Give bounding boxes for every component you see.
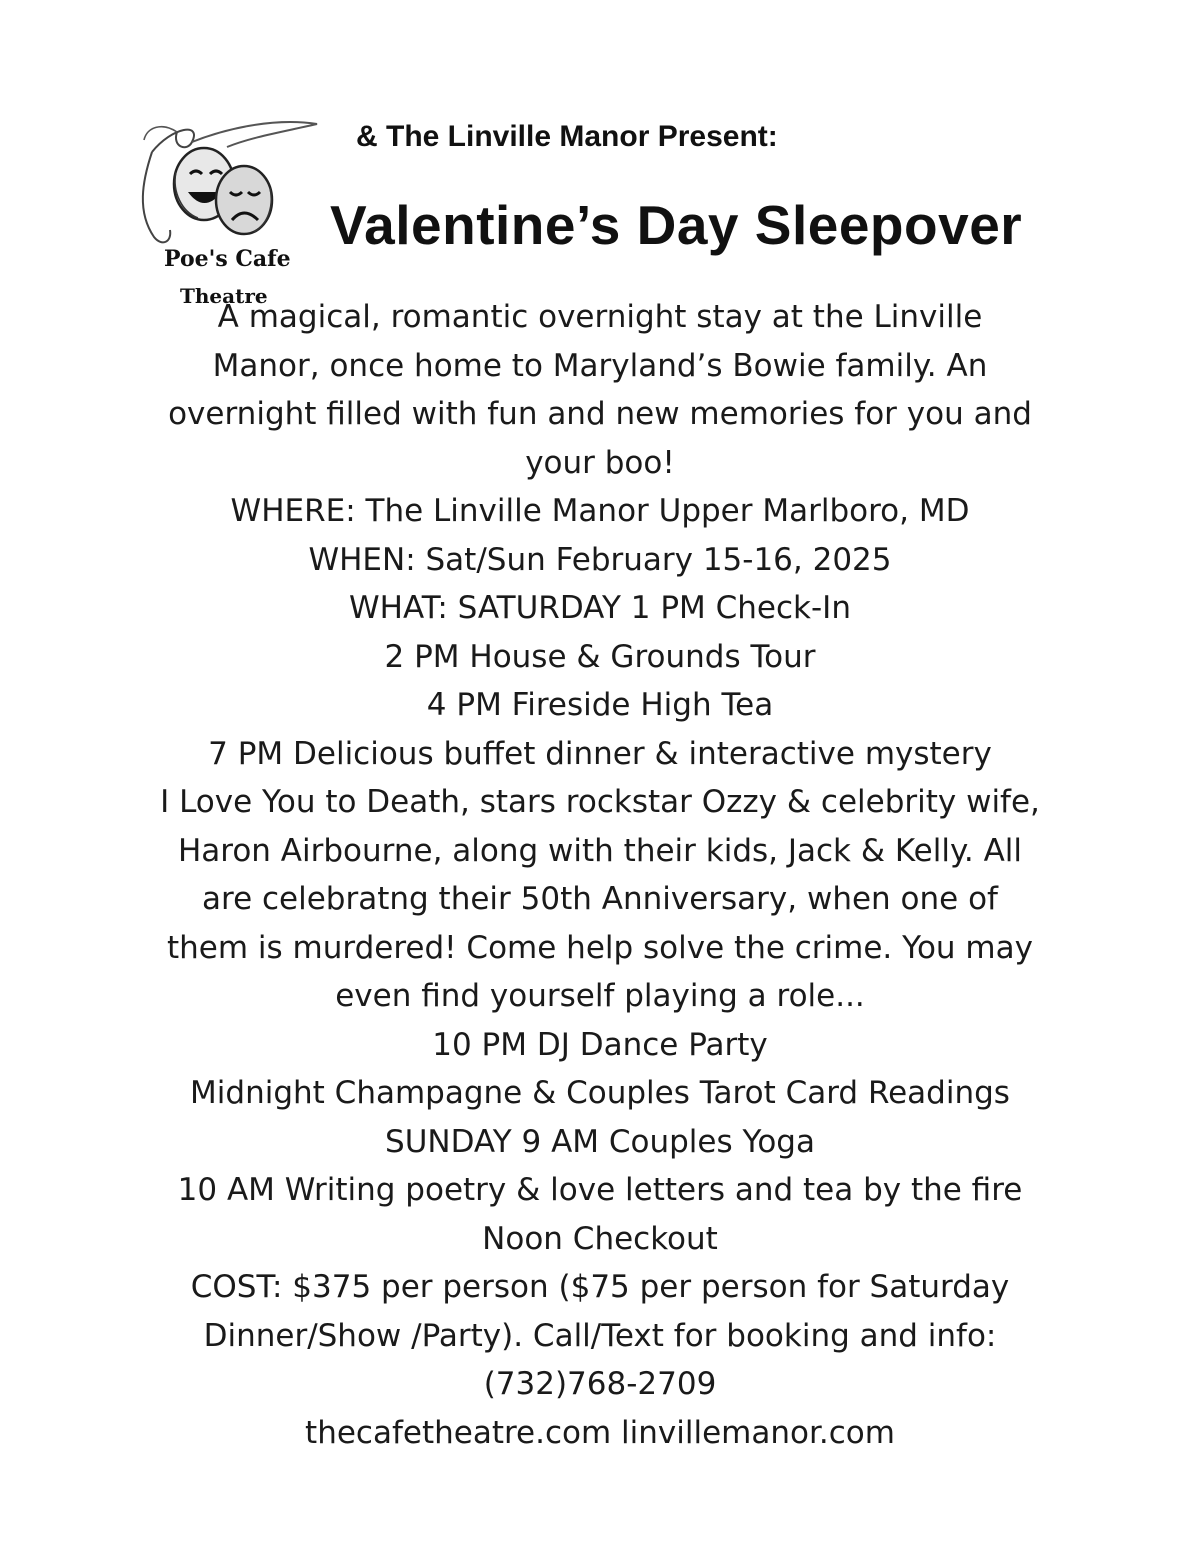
- intro-line: overnight filled with fun and new memories for you and: [168, 396, 1032, 432]
- logo: [132, 112, 332, 312]
- schedule-item: Midnight Champagne & Couples Tarot Card Readings: [190, 1075, 1010, 1111]
- cost-line: COST: $375 per person ($75 per person for Saturday: [190, 1269, 1010, 1305]
- intro-line: A magical, romantic overnight stay at the Linville: [217, 299, 983, 335]
- mystery-description-line: even find yourself playing a role...: [335, 978, 865, 1014]
- page-title: Valentine’s Day Sleepover: [330, 194, 1023, 256]
- presenter-line: & The Linville Manor Present:: [356, 120, 778, 153]
- schedule-item: SUNDAY 9 AM Couples Yoga: [385, 1123, 815, 1160]
- where-line: WHERE: The Linville Manor Upper Marlboro, MD: [230, 493, 970, 529]
- mystery-description-line: them is murdered! Come help solve the crime. You may: [167, 929, 1033, 966]
- websites-line: thecafetheatre.com linvillemanor.com: [305, 1414, 895, 1451]
- logo-name-line2: Theatre: [180, 284, 268, 308]
- schedule-item: Noon Checkout: [482, 1220, 718, 1257]
- when-line: WHEN: Sat/Sun February 15-16, 2025: [308, 541, 892, 578]
- event-details: [100, 293, 1100, 1457]
- cost-line: Dinner/Show /Party). Call/Text for booking and info:: [203, 1317, 997, 1354]
- phone-number: (732)768-2709: [483, 1366, 717, 1402]
- intro-line: Manor, once home to Maryland’s Bowie family. An: [212, 347, 988, 384]
- schedule-item: 4 PM Fireside High Tea: [426, 687, 774, 723]
- mystery-description-line: are celebratng their 50th Anniversary, when one of: [202, 881, 998, 917]
- mystery-description-line: I Love You to Death, stars rockstar Ozzy & celebrity wife,: [160, 784, 1040, 820]
- intro-line: your boo!: [525, 444, 675, 481]
- schedule-item: 10 PM DJ Dance Party: [432, 1026, 768, 1063]
- schedule-item: 2 PM House & Grounds Tour: [384, 638, 816, 675]
- schedule-item: 7 PM Delicious buffet dinner & interactive mystery: [208, 735, 992, 772]
- schedule-item: 10 AM Writing poetry & love letters and tea by the fire: [177, 1172, 1023, 1208]
- theatre-masks-icon: [132, 112, 332, 252]
- logo-name-line1: Poe's Cafe: [164, 246, 291, 272]
- mystery-description-line: Haron Airbourne, along with their kids, Jack & Kelly. All: [177, 832, 1023, 869]
- what-line: WHAT: SATURDAY 1 PM Check-In: [349, 590, 851, 626]
